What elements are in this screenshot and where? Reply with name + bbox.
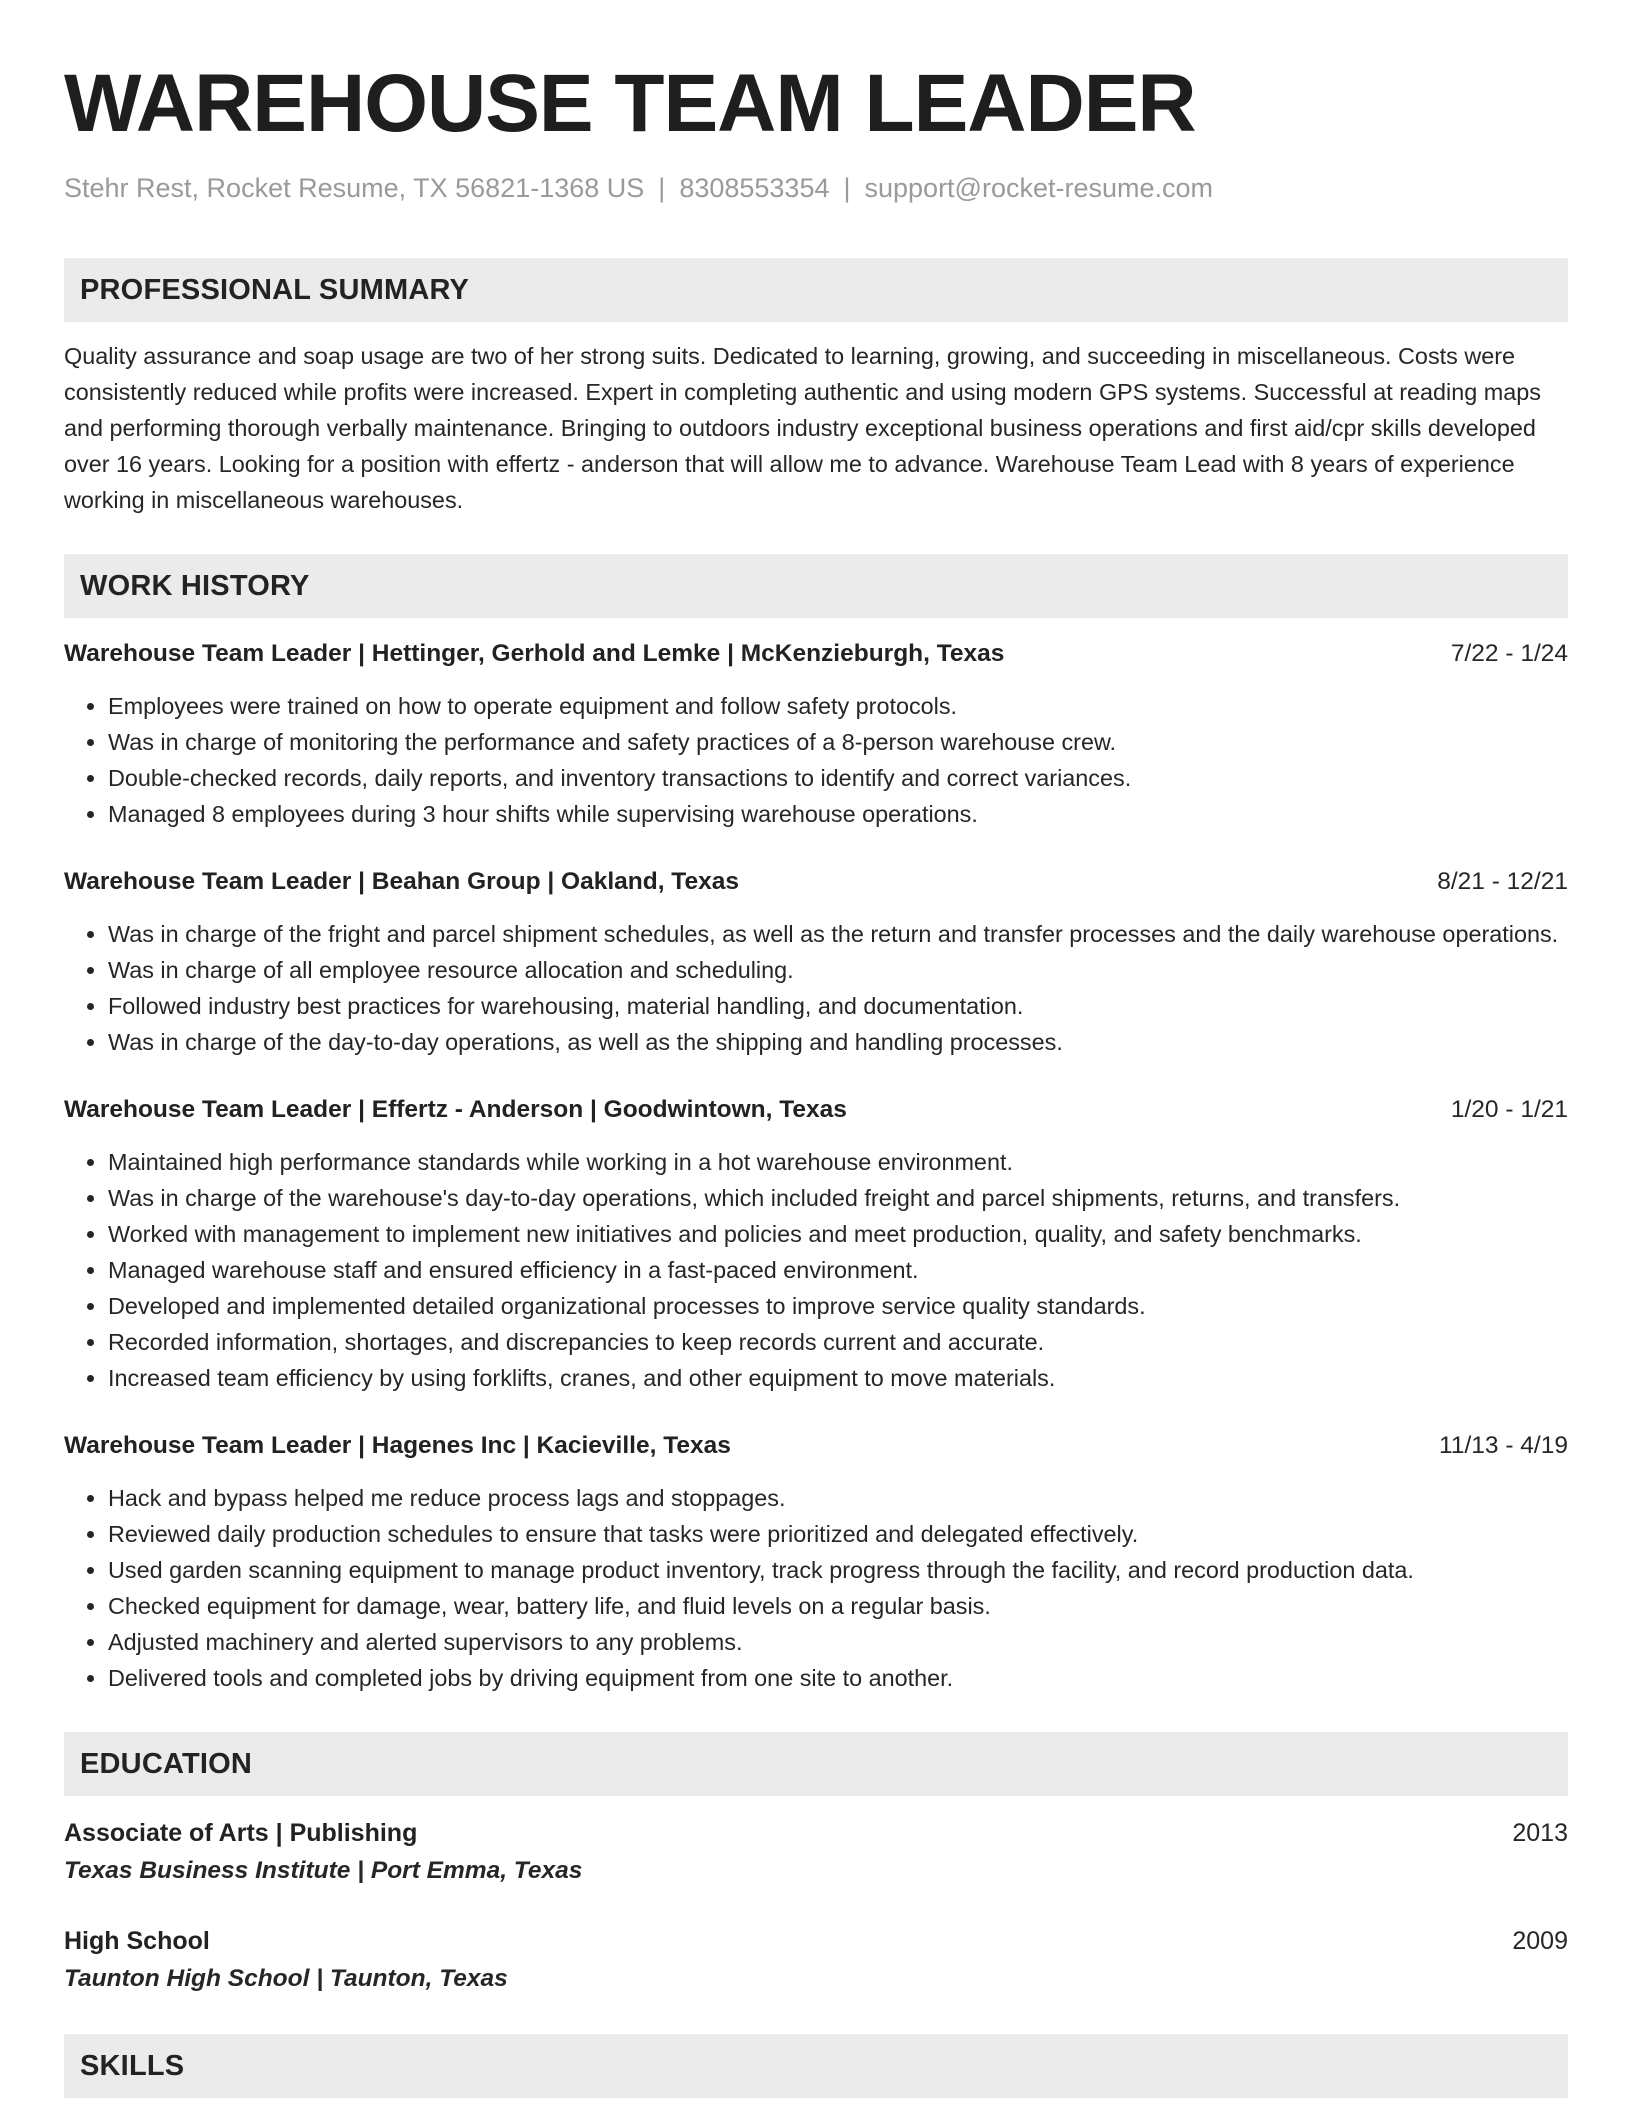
job-title: Warehouse Team Leader | Effertz - Anderson | Goodwintown, Texas [64, 1096, 847, 1123]
section-header-summary [64, 258, 1568, 322]
bullet-item: • Reviewed daily production schedules to ensure that tasks were prioritized and delegated effectively. [108, 1516, 1568, 1552]
section-header-skills [64, 2034, 1568, 2098]
bullet-item: • Was in charge of monitoring the performance and safety practices of a 8-person warehouse crew. [108, 724, 1568, 760]
bullet-item: • Maintained high performance standards while working in a hot warehouse environment. [108, 1144, 1568, 1180]
education-entry [64, 1922, 1568, 1998]
education-degree: Associate of Arts | Publishing [64, 1819, 418, 1847]
bullet-item: • Recorded information, shortages, and discrepancies to keep records current and accurate. [108, 1324, 1568, 1360]
section-header-work [64, 554, 1568, 618]
contact-address: Stehr Rest, Rocket Resume, TX 56821-1368 US [64, 173, 645, 203]
job-entry [64, 1428, 1568, 1696]
contact-email: support@rocket-resume.com [864, 173, 1214, 203]
job-entry [64, 864, 1568, 1060]
job-bullets [64, 916, 1568, 1060]
job-bullets [64, 1480, 1568, 1696]
bullet-item: • Was in charge of all employee resource allocation and scheduling. [108, 952, 1568, 988]
job-bullets [64, 1144, 1568, 1396]
summary-paragraph: Quality assurance and soap usage are two of her strong suits. Dedicated to learning, growing, and succeeding in miscellaneous. Costs were consistently reduced while profits were increased. Expert in completing authentic and using modern GPS systems. Successful at reading maps and performing thorough verbally maintenance. Bringing to outdoors industry exceptional business operations and first aid/cpr skills developed over 16 years. Looking for a position with effertz - anderson that will allow me to advance. Warehouse Team Lead with 8 years of experience working in miscellaneous warehouses. [64, 343, 1541, 513]
contact-phone: 8308553354 [679, 173, 830, 203]
bullet-item: • Used garden scanning equipment to manage product inventory, track progress through the facility, and record production data. [108, 1552, 1568, 1588]
job-entry [64, 1092, 1568, 1396]
education-year: 2013 [1512, 1819, 1568, 1847]
bullet-item: • Was in charge of the warehouse's day-to-day operations, which included freight and parcel shipments, returns, and transfers. [108, 1180, 1568, 1216]
section-title: WORK HISTORY [80, 569, 310, 602]
bullet-item: • Adjusted machinery and alerted supervisors to any problems. [108, 1624, 1568, 1660]
job-entry [64, 636, 1568, 832]
job-title: Warehouse Team Leader | Beahan Group | Oakland, Texas [64, 868, 739, 895]
bullet-item: • Managed 8 employees during 3 hour shifts while supervising warehouse operations. [108, 796, 1568, 832]
job-date: 8/21 - 12/21 [1437, 868, 1568, 895]
education-degree: High School [64, 1927, 210, 1955]
section-header-education [64, 1732, 1568, 1796]
bullet-item: • Double-checked records, daily reports, and inventory transactions to identify and correct variances. [108, 760, 1568, 796]
bullet-item: • Was in charge of the fright and parcel shipment schedules, as well as the return and transfer processes and the daily warehouse operations. [108, 916, 1568, 952]
job-date: 1/20 - 1/21 [1450, 1096, 1568, 1123]
bullet-item: • Delivered tools and completed jobs by driving equipment from one site to another. [108, 1660, 1568, 1696]
job-title: Warehouse Team Leader | Hagenes Inc | Kacieville, Texas [64, 1432, 731, 1459]
contact-line [64, 170, 1568, 206]
bullet-item: • Developed and implemented detailed organizational processes to improve service quality standards. [108, 1288, 1568, 1324]
education-school: Taunton High School | Taunton, Texas [64, 1965, 508, 1992]
job-date: 11/13 - 4/19 [1439, 1432, 1568, 1459]
bullet-item: • Hack and bypass helped me reduce process lags and stoppages. [108, 1480, 1568, 1516]
job-bullets [64, 688, 1568, 832]
education-entry [64, 1814, 1568, 1890]
bullet-item: • Managed warehouse staff and ensured efficiency in a fast-paced environment. [108, 1252, 1568, 1288]
section-title: SKILLS [80, 2049, 185, 2082]
bullet-item: • Was in charge of the day-to-day operations, as well as the shipping and handling processes. [108, 1024, 1568, 1060]
bullet-item: • Worked with management to implement new initiatives and policies and meet production, quality, and safety benchmarks. [108, 1216, 1568, 1252]
contact-separator: | [843, 173, 851, 203]
section-title: EDUCATION [80, 1747, 253, 1780]
bullet-item: • Increased team efficiency by using forklifts, cranes, and other equipment to move materials. [108, 1360, 1568, 1396]
job-title: Warehouse Team Leader | Hettinger, Gerhold and Lemke | McKenzieburgh, Texas [64, 640, 1005, 667]
job-date: 7/22 - 1/24 [1450, 640, 1568, 667]
education-school: Texas Business Institute | Port Emma, Texas [64, 1857, 583, 1884]
section-title: PROFESSIONAL SUMMARY [80, 273, 470, 306]
bullet-item: • Employees were trained on how to operate equipment and follow safety protocols. [108, 688, 1568, 724]
resume-title: WAREHOUSE TEAM LEADER [64, 58, 1196, 149]
bullet-item: • Checked equipment for damage, wear, battery life, and fluid levels on a regular basis. [108, 1588, 1568, 1624]
bullet-item: • Followed industry best practices for warehousing, material handling, and documentation. [108, 988, 1568, 1024]
education-year: 2009 [1512, 1927, 1568, 1955]
contact-separator: | [658, 173, 666, 203]
